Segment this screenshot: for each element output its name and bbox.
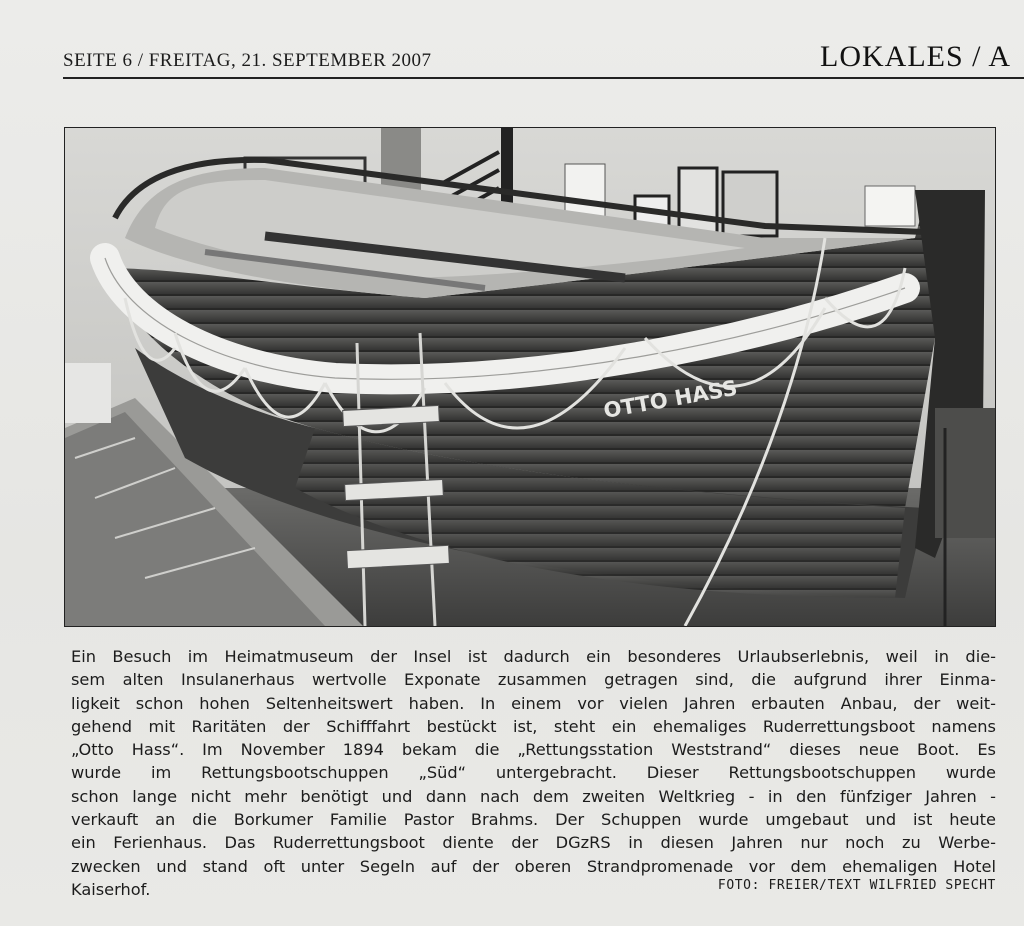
caption-line: ligkeit schon hohen Seltenheitswert haben. In einem vor vielen Jahren erbauten Anbau, der weit- [71,693,996,713]
caption-line: gehend mit Raritäten der Schifffahrt bestückt ist, steht ein ehemaliges Ruderrettungsboot namens [71,716,996,736]
caption-line: wurde im Rettungsbootschuppen „Süd“ untergebracht. Dieser Rettungsbootschuppen wurde [71,763,996,783]
page-date-header: SEITE 6 / FREITAG, 21. SEPTEMBER 2007 [63,50,432,71]
caption-line: sem alten Insulanerhaus wertvolle Exponate zusammen getragen sind, die aufgrund ihrer Einma- [71,670,996,690]
boat-photo [64,127,996,627]
caption-line: Kaiserhof. [71,879,151,899]
photo-credit: FOTO: FREIER/TEXT WILFRIED SPECHT [717,878,996,893]
caption-line: ein Ferienhaus. Das Ruderrettungsboot diente der DGzRS in diesen Jahren nur noch zu Werbe- [71,833,996,853]
photo-caption [71,645,996,901]
boat-name: OTTO HASS [601,375,740,423]
caption-line: schon lange nicht mehr benötigt und dann nach dem zweiten Weltkrieg - in den fünfziger Jahren - [71,786,996,806]
header-rule [63,77,1024,79]
caption-line: Ein Besuch im Heimatmuseum der Insel ist dadurch ein besonderes Urlaubserlebnis, weil in die- [71,647,996,666]
caption-line: verkauft an die Borkumer Familie Pastor Brahms. Der Schuppen wurde umgebaut und ist heute [71,810,996,830]
section-title: LOKALES / A [820,40,1011,73]
caption-line: zwecken und stand oft unter Segeln auf der oberen Strandpromenade vor dem ehemaligen Hotel [71,856,996,876]
caption-line: „Otto Hass“. Im November 1894 bekam die „Rettungsstation Weststrand“ dieses neue Boot. Es [71,740,996,760]
